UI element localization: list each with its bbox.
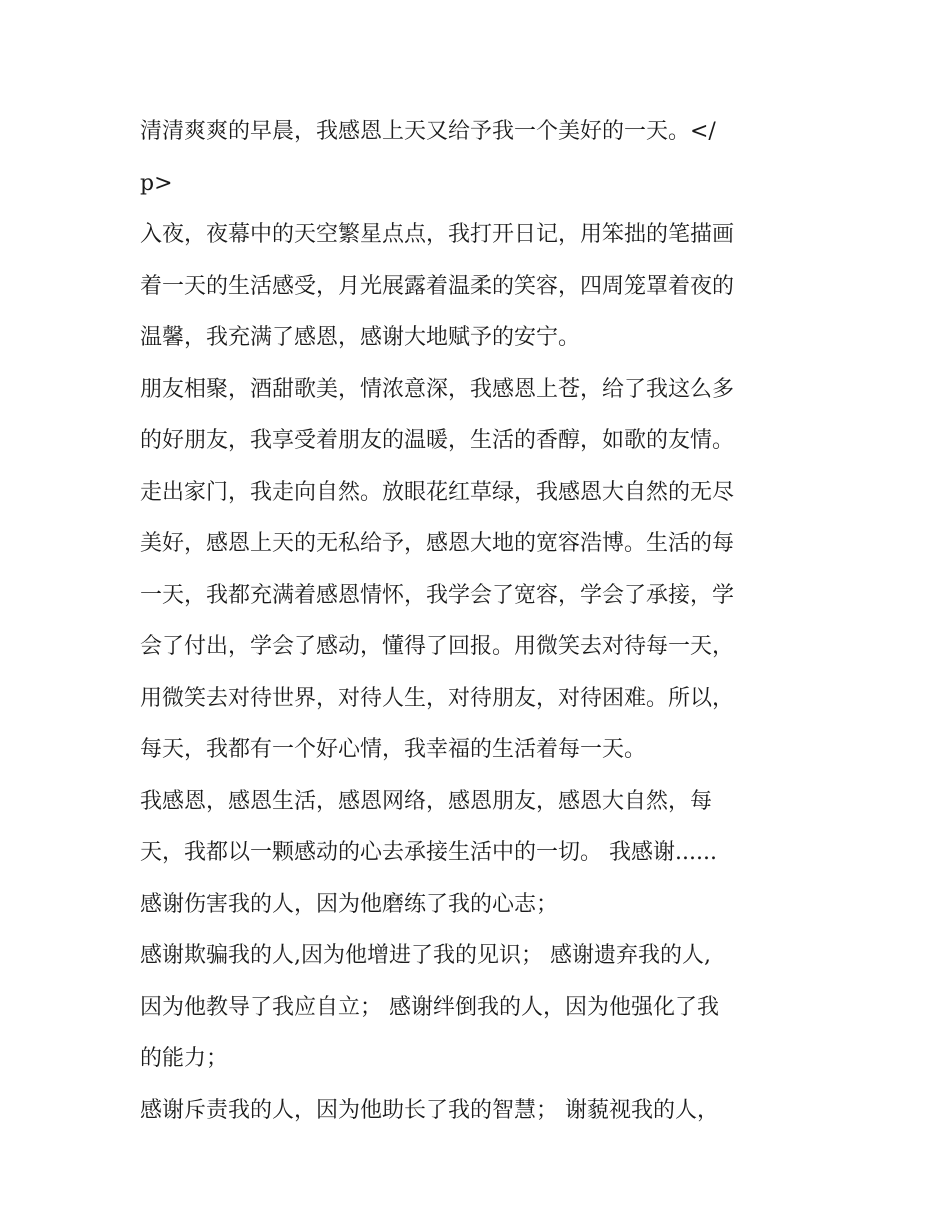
text-line: 会了付出，学会了感动，懂得了回报。用微笑去对待每一天， xyxy=(140,634,735,659)
text-line: 着一天的生活感受，月光展露着温柔的笑容，四周笼罩着夜的 xyxy=(140,273,735,299)
text-line: 温馨，我充满了感恩，感谢大地赋予的安宁。 xyxy=(140,325,581,350)
text-line: 的好朋友，我享受着朋友的温暖，生活的香醇，如歌的友情。 xyxy=(140,428,735,453)
text-line: 因为他教导了我应自立； 感谢绊倒我的人，因为他强化了我 xyxy=(140,994,719,1020)
text-line: 感谢欺骗我的人,因为他增进了我的见识； 感谢遗弃我的人, xyxy=(140,943,711,968)
text-line: 一天，我都充满着感恩情怀，我学会了宽容，学会了承接，学 xyxy=(140,582,735,608)
text-line: 感谢斥责我的人，因为他助长了我的智慧； 谢藐视我的人， xyxy=(140,1097,719,1123)
text-line: 的能力； xyxy=(140,1046,229,1071)
text-line: 朋友相聚，酒甜歌美，情浓意深，我感恩上苍，给了我这么多 xyxy=(140,376,735,402)
text-line: 用微笑去对待世界，对待人生，对待朋友，对待困难。所以， xyxy=(140,685,735,711)
text-line: 感谢伤害我的人，因为他磨练了我的心志； xyxy=(140,891,559,917)
body-text xyxy=(140,106,820,1136)
text-line: 走出家门，我走向自然。放眼花红草绿，我感恩大自然的无尽 xyxy=(140,479,735,505)
text-line: 美好，感恩上天的无私给予，感恩大地的宽容浩博。生活的每 xyxy=(140,531,735,556)
text-line: 每天，我都有一个好心情，我幸福的生活着每一天。 xyxy=(140,737,647,762)
text-line: p> xyxy=(140,170,173,196)
text-line: 我感恩，感恩生活，感恩网络，感恩朋友，感恩大自然，每 xyxy=(140,788,713,814)
text-line: 入夜，夜幕中的天空繁星点点，我打开日记，用笨拙的笔描画 xyxy=(140,222,735,247)
text-line: 天，我都以一颗感动的心去承接生活中的一切。 我感谢...... xyxy=(140,840,717,865)
text-line: 清清爽爽的早晨，我感恩上天又给予我一个美好的一天。</ xyxy=(140,119,716,144)
